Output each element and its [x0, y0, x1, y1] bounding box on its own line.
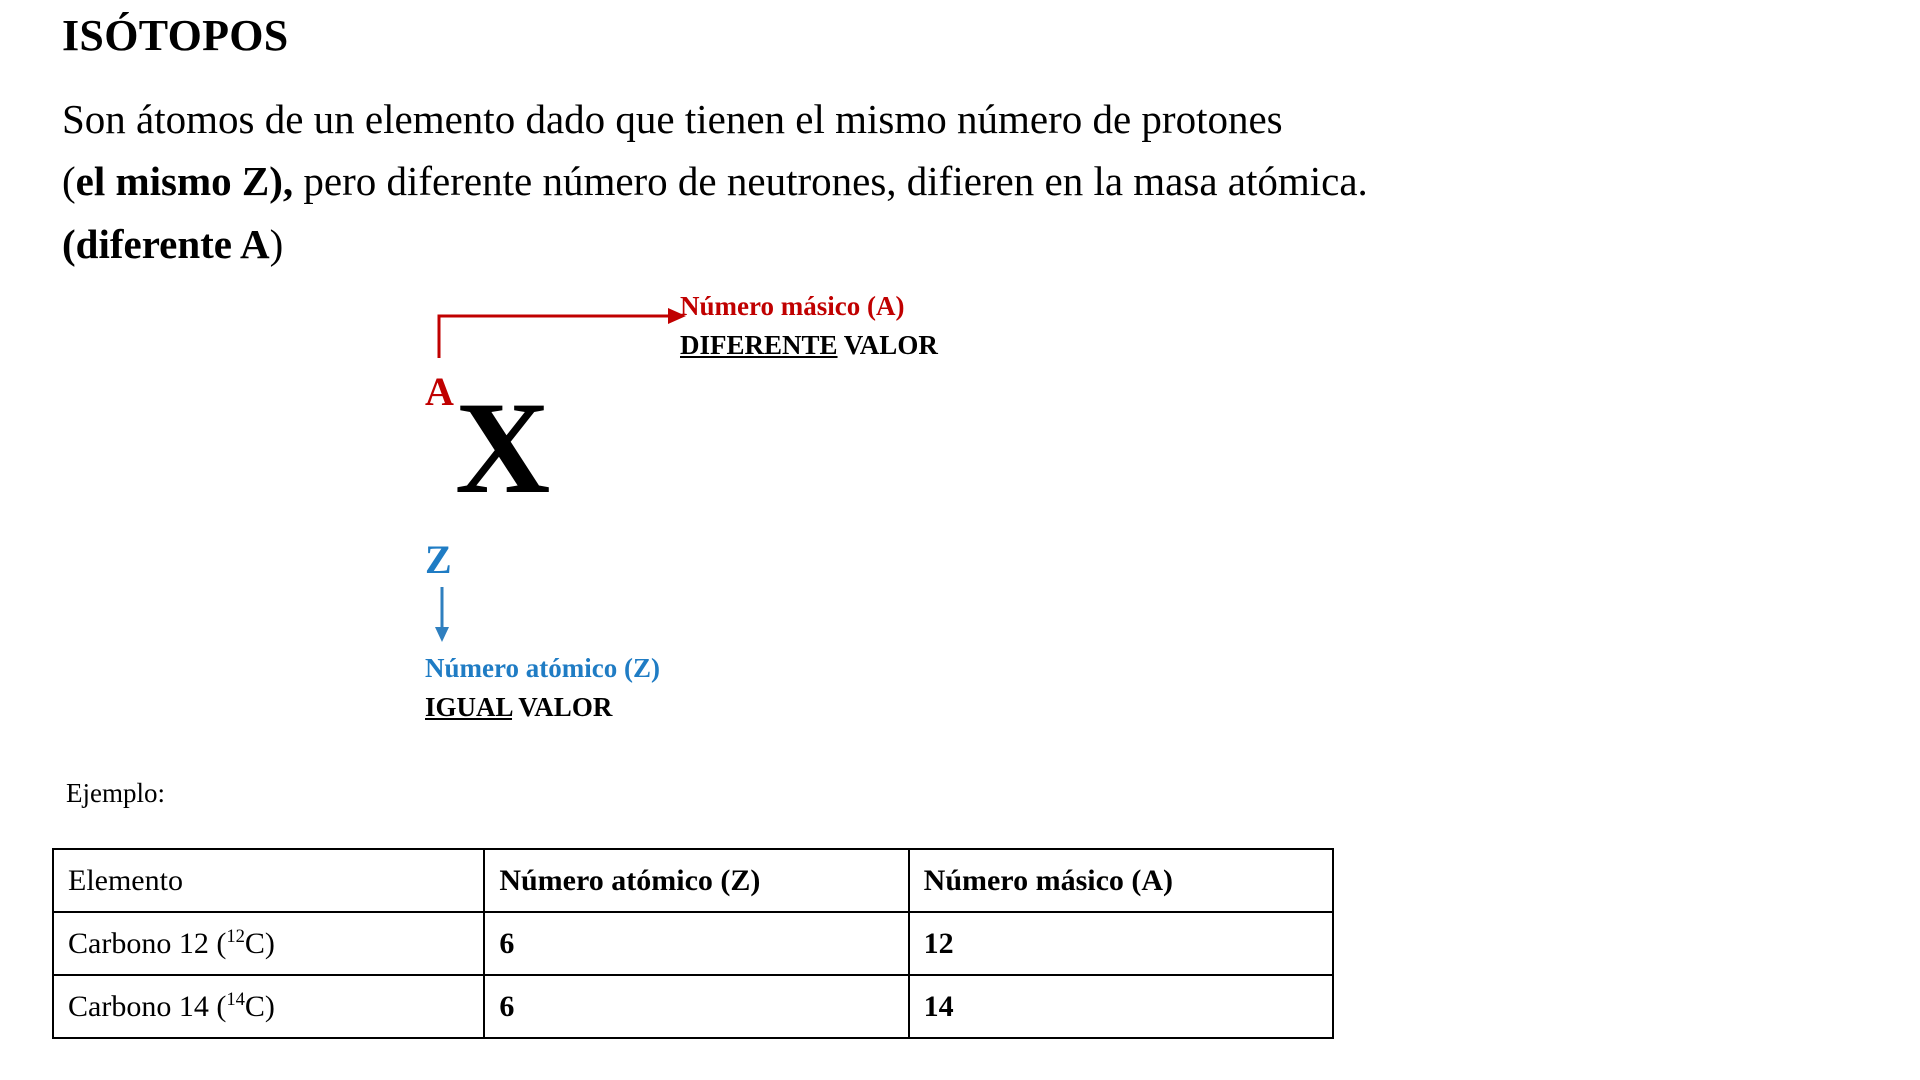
cell-atomic-number: 6	[484, 912, 908, 975]
mass-number-value-emphasis: DIFERENTE	[680, 330, 838, 360]
body-paragraph	[62, 88, 1862, 275]
cell-mass-number: 12	[909, 912, 1333, 975]
element-name-suffix: C)	[244, 927, 275, 960]
paragraph-line-2-open: (	[62, 158, 76, 205]
subscript-z: Z	[425, 537, 452, 582]
element-name-suffix: C)	[244, 990, 275, 1023]
atomic-number-value-rest: VALOR	[512, 692, 613, 722]
atomic-number-value-emphasis: IGUAL	[425, 692, 513, 722]
cell-element-name	[53, 975, 484, 1038]
paragraph-line-1: Son átomos de un elemento dado que tienen el mismo número de protones	[62, 96, 1283, 142]
element-name-prefix: Carbono 12 (	[68, 927, 227, 960]
cell-atomic-number: 6	[484, 975, 908, 1038]
table-header-row	[53, 849, 1333, 912]
column-header-mass-number: Número másico (A)	[909, 849, 1333, 912]
page-title: ISÓTOPOS	[62, 11, 289, 60]
mass-number-arrow-icon	[436, 300, 706, 360]
example-label: Ejemplo:	[66, 778, 165, 808]
superscript-a: A	[425, 369, 454, 414]
mass-number-value-note	[680, 327, 938, 363]
mass-number-value-rest: VALOR	[837, 330, 938, 360]
atomic-number-arrow-icon	[430, 585, 470, 645]
element-symbol-x: X	[455, 374, 551, 521]
atomic-number-label: Número atómico (Z)	[425, 653, 660, 683]
column-header-atomic-number: Número atómico (Z)	[484, 849, 908, 912]
table-row	[53, 975, 1333, 1038]
element-mass-superscript: 14	[226, 989, 245, 1010]
cell-element-name	[53, 912, 484, 975]
table-row	[53, 912, 1333, 975]
cell-mass-number: 14	[909, 975, 1333, 1038]
atomic-number-value-note	[425, 689, 612, 725]
element-name-prefix: Carbono 14 (	[68, 990, 227, 1023]
paragraph-line-3-rest: )	[269, 220, 284, 267]
element-mass-superscript: 12	[226, 926, 245, 947]
paragraph-line-3-bold: (diferente A	[62, 220, 270, 267]
paragraph-line-2-rest: pero diferente número de neutrones, difieren en la masa atómica.	[293, 158, 1368, 205]
isotopes-table	[52, 848, 1334, 1039]
mass-number-label: Número másico (A)	[680, 291, 905, 321]
column-header-element: Elemento	[53, 849, 484, 912]
paragraph-line-2-bold: el mismo Z),	[75, 158, 294, 205]
